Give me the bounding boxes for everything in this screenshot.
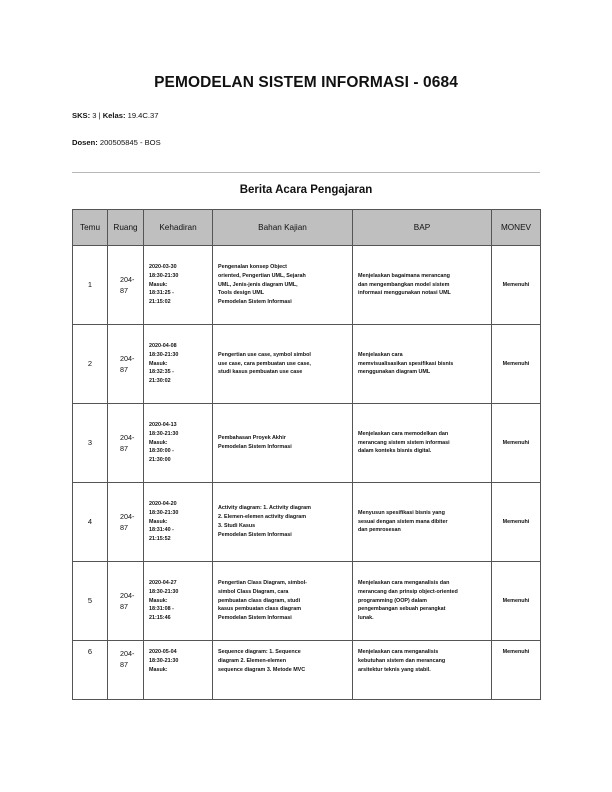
table-row [73, 404, 541, 483]
cell-monev: Memenuhi [492, 562, 541, 641]
bahan-text: Pengertian use case, symbol simbol use case, cara pembuatan use case, studi kasus pembuatan use case [218, 351, 311, 376]
header-bap: BAP [353, 210, 492, 246]
cell-monev: Memenuhi [492, 246, 541, 325]
cell-ruang [108, 562, 144, 641]
bahan-text: Pembahasan Proyek Akhir Pemodelan Sistem Informasi [218, 435, 292, 450]
cell-ruang [108, 246, 144, 325]
ruang-text: 204- 87 [120, 512, 135, 532]
cell-monev: Memenuhi [492, 483, 541, 562]
cell-bahan-kajian [213, 325, 353, 404]
cell-bahan-kajian [213, 483, 353, 562]
cell-monev [492, 641, 541, 700]
cell-temu [73, 641, 108, 700]
cell-bap [353, 483, 492, 562]
cell-bahan-kajian [213, 641, 353, 700]
table-row [73, 562, 541, 641]
table-row [73, 641, 541, 700]
cell-bap [353, 641, 492, 700]
bap-text: Menjelaskan cara memvisualisasikan spesifikasi bisnis menggunakan diagram UML [358, 351, 454, 376]
cell-monev: Memenuhi [492, 404, 541, 483]
cell-bap [353, 562, 492, 641]
lecturer-meta [72, 138, 161, 147]
bap-text: Menjelaskan cara memodelkan dan merancang sistem sistem informasi dalam konteks bisnis digital. [358, 430, 450, 455]
cell-temu: 5 [73, 562, 108, 641]
header-temu: Temu [73, 210, 108, 246]
cell-kehadiran [144, 562, 213, 641]
ruang-text: 204- 87 [120, 433, 135, 453]
cell-kehadiran [144, 404, 213, 483]
ruang-text: 204- 87 [120, 275, 135, 295]
cell-bap [353, 404, 492, 483]
cell-kehadiran [144, 325, 213, 404]
bap-text: Menjelaskan cara menganalisis dan merancang dan prinsip object-oriented programming (OOP) dalam pengembangan sebuah perangkat lunak. [358, 579, 458, 622]
kehadiran-text: 2020-04-20 18:30-21:30 Masuk: 18:31:40 - 21:15:52 [149, 500, 179, 543]
divider [72, 172, 540, 173]
cell-ruang [108, 404, 144, 483]
ruang-text: 204- 87 [120, 354, 135, 374]
teaching-record-table [72, 209, 541, 700]
cell-temu: 1 [73, 246, 108, 325]
cell-kehadiran [144, 246, 213, 325]
page-title: PEMODELAN SISTEM INFORMASI - 0684 [154, 74, 458, 91]
bap-text: Menjelaskan bagaimana merancang dan mengembangkan model sistem informasi menggunakan notasi UML [358, 272, 451, 297]
kehadiran-text: 2020-04-13 18:30-21:30 Masuk: 18:30:00 - 21:30:00 [149, 421, 179, 464]
temu-text: 6 [87, 647, 93, 656]
sks-value: 3 | [90, 111, 103, 120]
cell-ruang [108, 641, 144, 700]
header-ruang: Ruang [108, 210, 144, 246]
cell-temu: 3 [73, 404, 108, 483]
cell-bahan-kajian [213, 404, 353, 483]
bahan-text: Pengertian Class Diagram, simbol- simbol Class Diagram, cara pembuatan class diagram, studi kasus pembuatan class diagram Pemodelan Sistem Informasi [218, 579, 307, 622]
cell-temu: 4 [73, 483, 108, 562]
bahan-text: Sequence diagram: 1. Sequence diagram 2. Elemen-elemen sequence diagram 3. Metode MVC [218, 649, 306, 673]
ruang-text: 204- 87 [120, 591, 135, 611]
table-row [73, 246, 541, 325]
course-meta [72, 111, 158, 120]
header-bahan-kajian: Bahan Kajian [213, 210, 353, 246]
kehadiran-text: 2020-04-27 18:30-21:30 Masuk: 18:31:08 - 21:15:46 [149, 579, 179, 622]
kelas-value: 19.4C.37 [125, 111, 159, 120]
cell-bahan-kajian [213, 246, 353, 325]
cell-bahan-kajian [213, 562, 353, 641]
table-header-row [73, 210, 541, 246]
table-row [73, 483, 541, 562]
cell-kehadiran [144, 641, 213, 700]
bahan-text: Activity diagram: 1. Activity diagram 2. Elemen-elemen activity diagram 3. Studi Kasus Pemodelan Sistem Informasi [218, 505, 311, 538]
cell-monev: Memenuhi [492, 325, 541, 404]
kehadiran-text: 2020-05-04 18:30-21:30 Masuk: [149, 649, 179, 673]
dosen-label: Dosen: [72, 138, 98, 147]
header-monev: MONEV [492, 210, 541, 246]
cell-bap [353, 246, 492, 325]
section-title: Berita Acara Pengajaran [239, 184, 373, 196]
cell-ruang [108, 325, 144, 404]
ruang-text: 204- 87 [120, 649, 135, 669]
table-row [73, 325, 541, 404]
monev-text: Memenuhi [502, 649, 530, 655]
cell-kehadiran [144, 483, 213, 562]
bahan-text: Pengenalan konsep Object oriented, Pengertian UML, Sejarah UML, Jenis-jenis diagram UML, Tools design UML Pemodelan Sistem Informasi [218, 263, 306, 306]
cell-ruang [108, 483, 144, 562]
dosen-value: 200505845 - BOS [97, 138, 161, 147]
cell-bap [353, 325, 492, 404]
bap-text: Menyusun spesifikasi bisnis yang sesuai dengan sistem mana dibiter dan pemrosesan [358, 509, 448, 534]
sks-label: SKS: [72, 111, 91, 120]
kehadiran-text: 2020-04-08 18:30-21:30 Masuk: 18:32:35 - 21:30:02 [149, 342, 179, 385]
cell-temu: 2 [73, 325, 108, 404]
bap-text: Menjelaskan cara menganalisis kebutuhan sistem dan merancang arsitektur teknis yang stabil. [358, 649, 446, 673]
kehadiran-text: 2020-03-30 18:30-21:30 Masuk: 18:31:25 - 21:15:02 [149, 263, 179, 306]
kelas-label: Kelas: [102, 111, 126, 120]
header-kehadiran: Kehadiran [144, 210, 213, 246]
